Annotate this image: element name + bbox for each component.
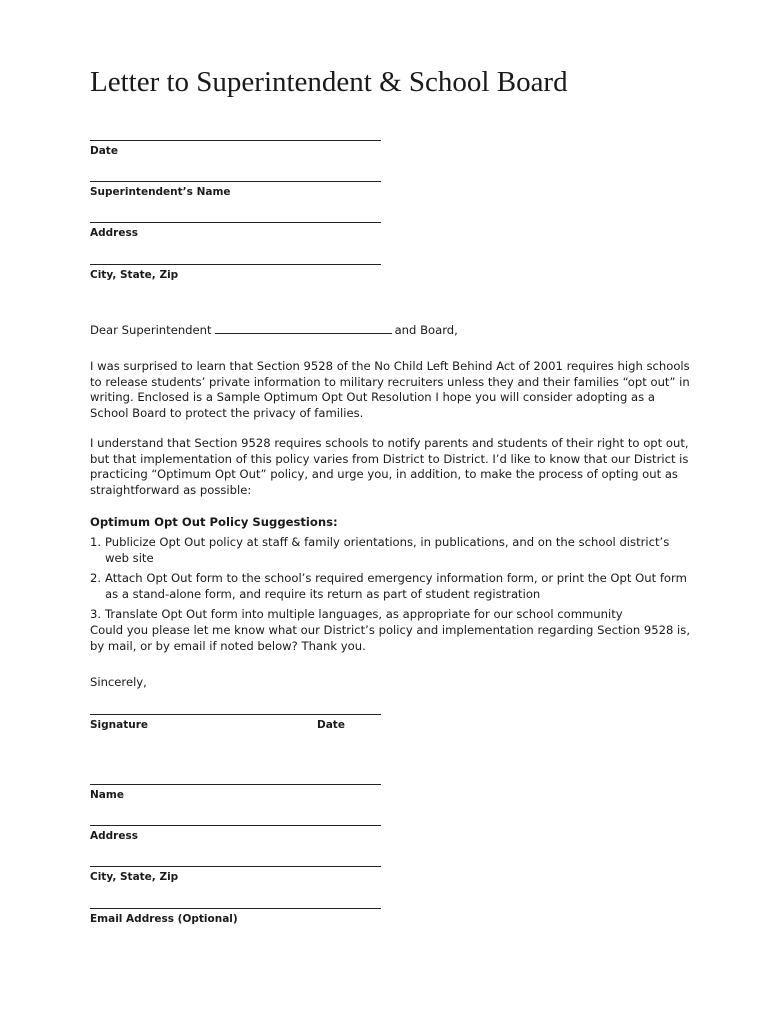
- suggestion-number: 3.: [90, 607, 102, 622]
- salutation-prefix: Dear Superintendent: [90, 323, 212, 337]
- superintendent-name-line: [90, 181, 381, 182]
- sender-name-field[interactable]: [90, 784, 381, 801]
- sender-email-label: Email Address (Optional): [90, 913, 238, 925]
- sender-name-label: Name: [90, 789, 124, 801]
- suggestion-text: Translate Opt Out form into multiple languages, as appropriate for our school community: [105, 607, 623, 622]
- suggestion-number: 2.: [90, 571, 102, 586]
- sender-address-field[interactable]: [90, 825, 381, 842]
- closing: Sincerely,: [90, 675, 147, 689]
- salutation: [90, 323, 458, 337]
- suggestions-heading: Optimum Opt Out Policy Suggestions:: [90, 515, 338, 529]
- suggestion-item: [90, 607, 690, 623]
- paragraph-1: I was surprised to learn that Section 9528 of the No Child Left Behind Act of 2001 requires high schools to release students’ private information to military recruiters unless they and their families “opt out” in writing. Enclosed is a Sample Optimum Opt Out Resolution I hope you will consider adopting as a School Board to protect the privacy of families.: [90, 359, 690, 420]
- address-field[interactable]: [90, 222, 381, 239]
- city-state-zip-field[interactable]: [90, 264, 381, 281]
- date-label: Date: [90, 145, 118, 157]
- sender-city-state-zip-line: [90, 866, 381, 867]
- sender-address-label: Address: [90, 830, 138, 842]
- date-line: [90, 140, 381, 141]
- signature-label: Signature: [90, 719, 149, 731]
- signature-date-field[interactable]: [90, 714, 381, 733]
- signature-line: [90, 714, 381, 715]
- city-state-zip-line: [90, 264, 381, 265]
- address-line: [90, 222, 381, 223]
- sender-address-line: [90, 825, 381, 826]
- superintendent-name-field[interactable]: [90, 181, 381, 198]
- page-title: Letter to Superintendent & School Board: [90, 66, 568, 98]
- signature-date-label: Date: [317, 719, 345, 731]
- paragraph-2: I understand that Section 9528 requires schools to notify parents and students of their right to opt out, but that implementation of this policy varies from District to District. I’d like to know that our District is practicing “Optimum Opt Out” policy, and urge you, in addition, to make the process of opting out as straightforward as possible:: [90, 436, 689, 497]
- superintendent-name-blank[interactable]: [215, 324, 392, 334]
- paragraph-3: Could you please let me know what our District’s policy and implementation regarding Section 9528 is, by mail, or by email if noted below? Thank you.: [90, 623, 690, 653]
- suggestion-item: [90, 571, 690, 602]
- salutation-suffix: and Board,: [394, 323, 458, 337]
- sender-city-state-zip-field[interactable]: [90, 866, 381, 883]
- suggestion-number: 1.: [90, 535, 102, 549]
- city-state-zip-label: City, State, Zip: [90, 269, 179, 281]
- suggestion-item: [90, 535, 690, 566]
- sender-email-line: [90, 908, 381, 909]
- address-label: Address: [90, 227, 138, 239]
- superintendent-name-label: Superintendent’s Name: [90, 186, 231, 198]
- suggestion-text: Attach Opt Out form to the school’s required emergency information form, or print the Opt Out form as a stand-alone form, and require its return as part of student registration: [105, 571, 687, 601]
- sender-email-field[interactable]: [90, 908, 381, 925]
- sender-city-state-zip-label: City, State, Zip: [90, 871, 179, 883]
- suggestion-text: Publicize Opt Out policy at staff & family orientations, in publications, and on the school district’s web site: [105, 535, 670, 565]
- sender-name-line: [90, 784, 381, 785]
- date-field[interactable]: [90, 140, 381, 157]
- suggestions-list: [90, 535, 690, 628]
